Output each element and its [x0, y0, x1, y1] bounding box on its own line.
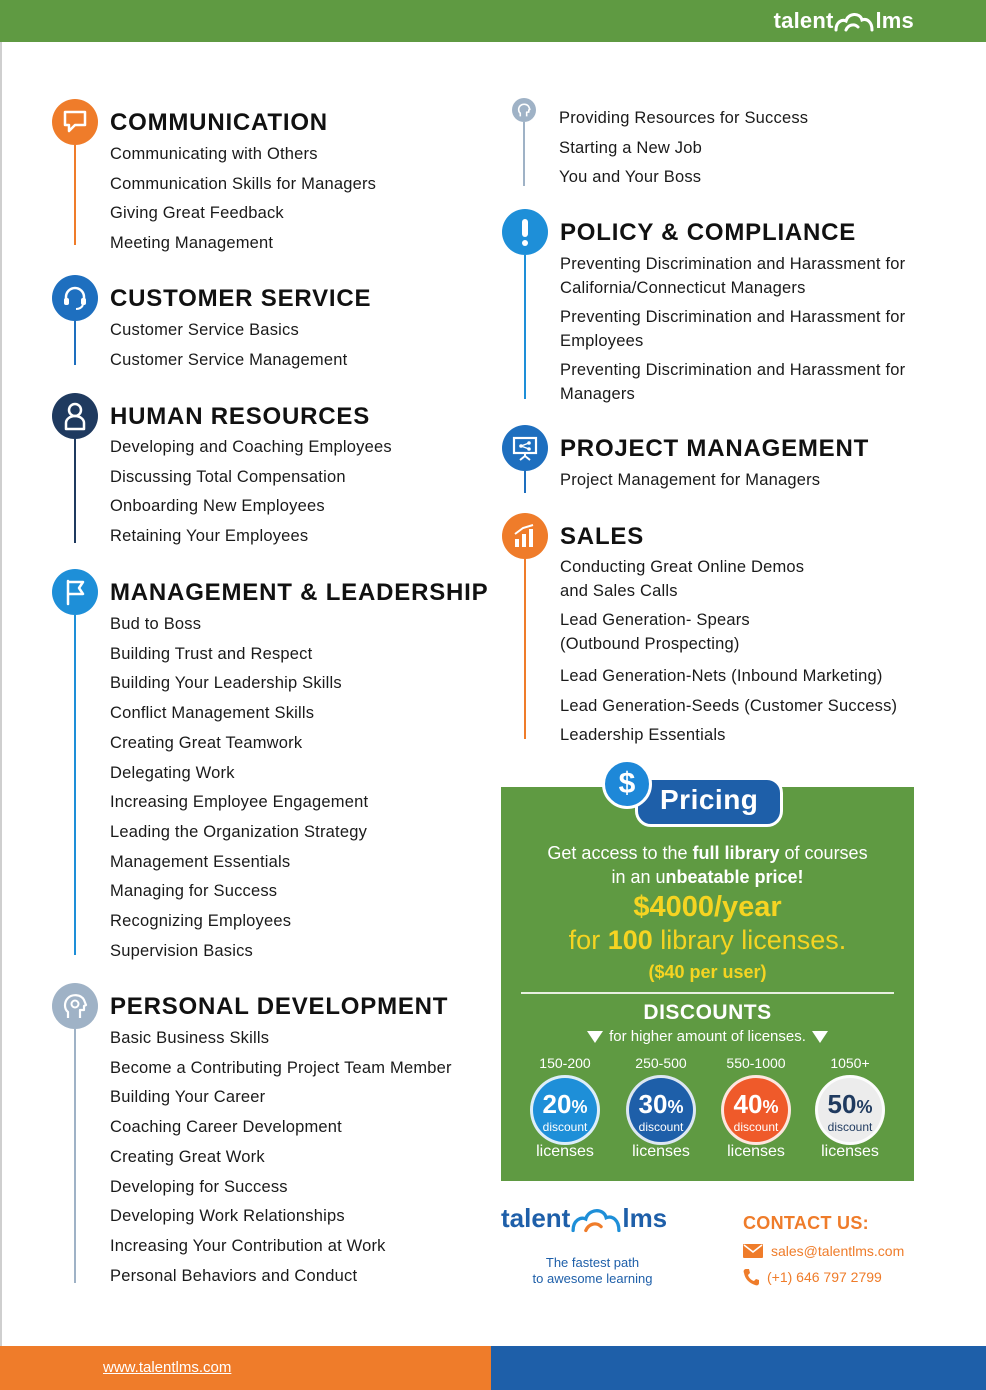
- course-item[interactable]: Giving Great Feedback: [110, 204, 284, 223]
- footer-bar-right: [491, 1346, 986, 1390]
- course-item[interactable]: Communication Skills for Managers: [110, 174, 377, 193]
- course-list: [560, 253, 915, 412]
- contact-phone[interactable]: [743, 1268, 882, 1286]
- course-item[interactable]: Managing for Success: [110, 882, 278, 901]
- phone-icon: [743, 1268, 759, 1286]
- badge-discount-label: discount: [542, 1120, 588, 1134]
- badge-percent-value: 50: [827, 1089, 857, 1119]
- triangle-down-icon: [812, 1031, 828, 1043]
- timeline-line: [74, 1029, 76, 1283]
- course-item[interactable]: Increasing Employee Engagement: [110, 793, 369, 812]
- tagline-line: The fastest path: [545, 1255, 640, 1270]
- presentation-icon: [502, 425, 548, 471]
- logo-text-talent: talent: [501, 1203, 571, 1233]
- course-item[interactable]: Retaining Your Employees: [110, 527, 309, 546]
- head-gear-icon: [52, 983, 98, 1029]
- badge-percent-value: 40: [733, 1089, 763, 1119]
- badge-percent-value: 20: [542, 1089, 572, 1119]
- badge-percent: [724, 1089, 788, 1120]
- dollar-icon: $: [602, 759, 652, 809]
- course-item[interactable]: Supervision Basics: [110, 941, 253, 960]
- cloud-icon: [834, 10, 874, 32]
- course-item[interactable]: Lead Generation-Nets (Inbound Marketing): [560, 667, 883, 685]
- course-item[interactable]: Become a Contributing Project Team Member: [110, 1058, 452, 1077]
- course-item[interactable]: Developing Work Relationships: [110, 1207, 345, 1226]
- pricing-description: [501, 841, 914, 889]
- section-title: PROJECT MANAGEMENT: [560, 435, 870, 462]
- badge-circle: [626, 1075, 696, 1145]
- course-item[interactable]: Creating Great Work: [110, 1147, 265, 1166]
- badge-percent: [533, 1089, 597, 1120]
- course-item[interactable]: Developing and Coaching Employees: [110, 438, 392, 456]
- course-item[interactable]: Increasing Your Contribution at Work: [110, 1236, 386, 1255]
- course-item[interactable]: Building Trust and Respect: [110, 644, 313, 663]
- head-gear-icon: [512, 98, 536, 122]
- triangle-down-icon: [587, 1031, 603, 1043]
- course-list: [560, 556, 898, 751]
- course-item[interactable]: Building Your Career: [110, 1088, 266, 1107]
- pricing-desc-text: in an u: [611, 867, 666, 887]
- bar-chart-icon: [502, 513, 548, 559]
- divider: [521, 992, 894, 994]
- badge-circle: [721, 1075, 791, 1145]
- course-item[interactable]: Building Your Leadership Skills: [110, 674, 342, 693]
- course-list: [110, 140, 376, 259]
- pricing-desc-bold: full library: [692, 843, 780, 863]
- logo-text-lms: lms: [622, 1203, 668, 1233]
- section-title: SALES: [560, 523, 645, 550]
- section-title: MANAGEMENT & LEADERSHIP: [110, 579, 489, 606]
- section-title: CUSTOMER SERVICE: [110, 285, 372, 312]
- pricing-desc-text: of courses: [779, 843, 868, 863]
- pricing-desc-text: Get access to the: [547, 843, 693, 863]
- flag-icon: [52, 569, 98, 615]
- course-item[interactable]: Basic Business Skills: [110, 1029, 270, 1047]
- price: $4000/year: [633, 891, 782, 923]
- section-title: HUMAN RESOURCES: [110, 403, 371, 430]
- percent-sign: %: [667, 1097, 684, 1117]
- timeline-line: [524, 559, 526, 739]
- discount-badge: [619, 1055, 703, 1167]
- section-title: COMMUNICATION: [110, 109, 328, 136]
- license-count: [501, 925, 914, 956]
- course-item[interactable]: Onboarding New Employees: [110, 497, 325, 516]
- course-item[interactable]: Providing Resources for Success: [559, 109, 809, 127]
- course-item[interactable]: Conflict Management Skills: [110, 704, 315, 723]
- percent-sign: %: [762, 1097, 779, 1117]
- person-icon: [52, 393, 98, 439]
- timeline-line: [524, 471, 526, 493]
- section-title: PERSONAL DEVELOPMENT: [110, 993, 449, 1020]
- timeline-line: [523, 122, 525, 186]
- section-title: POLICY & COMPLIANCE: [560, 219, 857, 246]
- badge-licenses-label: licenses: [727, 1143, 785, 1160]
- badge-licenses-label: licenses: [821, 1143, 879, 1160]
- discounts-subtitle-text: for higher amount of licenses.: [609, 1028, 806, 1045]
- course-item[interactable]: Preventing Discrimination and Harassment for Employees: [560, 308, 906, 350]
- course-item[interactable]: Coaching Career Development: [110, 1118, 342, 1137]
- course-item[interactable]: Project Management for Managers: [560, 471, 821, 489]
- course-item[interactable]: Developing for Success: [110, 1177, 288, 1196]
- percent-sign: %: [571, 1097, 588, 1117]
- license-text: library licenses.: [652, 925, 847, 955]
- phone-number[interactable]: (+1) 646 797 2799: [767, 1269, 882, 1285]
- course-item[interactable]: Lead Generation- Spears (Outbound Prospecting): [560, 611, 750, 653]
- course-item[interactable]: Conducting Great Online Demos and Sales Calls: [560, 558, 805, 600]
- license-number: 100: [607, 925, 653, 955]
- logo-text-talent: talent: [773, 8, 834, 33]
- badge-licenses-label: licenses: [536, 1143, 594, 1160]
- contact-title: CONTACT US:: [743, 1213, 869, 1233]
- course-list: [110, 316, 347, 375]
- badge-percent: [629, 1089, 693, 1120]
- badge-discount-label: discount: [733, 1120, 779, 1134]
- contact-email[interactable]: [743, 1243, 904, 1259]
- course-item[interactable]: Communicating with Others: [110, 145, 318, 163]
- course-item[interactable]: Customer Service Basics: [110, 321, 299, 339]
- course-item[interactable]: Preventing Discrimination and Harassment for California/Connecticut Managers: [560, 255, 906, 297]
- course-list: [559, 104, 808, 193]
- course-list: [110, 433, 392, 552]
- course-item[interactable]: Meeting Management: [110, 234, 274, 253]
- course-item[interactable]: Discussing Total Compensation: [110, 467, 346, 486]
- course-list: [110, 610, 368, 966]
- discount-badge: [808, 1055, 892, 1167]
- course-list: [110, 1024, 452, 1291]
- header-bar: [0, 0, 986, 42]
- course-item[interactable]: Delegating Work: [110, 763, 235, 782]
- course-item[interactable]: Bud to Boss: [110, 615, 202, 633]
- envelope-icon: [743, 1244, 763, 1258]
- course-list: [560, 466, 820, 496]
- discount-badge: [714, 1055, 798, 1167]
- discounts-subtitle: [501, 1028, 914, 1045]
- page-border: [0, 42, 2, 1346]
- per-user-price: ($40 per user): [648, 962, 767, 982]
- percent-sign: %: [856, 1097, 873, 1117]
- badge-percent: [818, 1089, 882, 1120]
- email-link[interactable]: sales@talentlms.com: [771, 1243, 905, 1259]
- speech-bubble-icon: [52, 99, 98, 145]
- badge-range: 250-500: [635, 1055, 687, 1071]
- course-item[interactable]: Management Essentials: [110, 852, 291, 871]
- exclamation-icon: [502, 209, 548, 255]
- headset-icon: [52, 275, 98, 321]
- timeline-line: [524, 255, 526, 399]
- course-item[interactable]: Creating Great Teamwork: [110, 733, 303, 752]
- course-item[interactable]: Preventing Discrimination and Harassment for Managers: [560, 361, 906, 403]
- pricing-desc-bold: nbeatable price!: [665, 867, 804, 887]
- badge-licenses-label: licenses: [632, 1143, 690, 1160]
- footer-logo[interactable]: [501, 1203, 667, 1234]
- timeline-line: [74, 439, 76, 543]
- timeline-line: [74, 145, 76, 245]
- badge-discount-label: discount: [827, 1120, 873, 1134]
- pricing-box: [501, 767, 914, 1181]
- discounts-title: DISCOUNTS: [643, 1001, 772, 1024]
- course-item[interactable]: Personal Behaviors and Conduct: [110, 1266, 358, 1285]
- timeline-line: [74, 615, 76, 955]
- course-item[interactable]: Starting a New Job: [559, 138, 703, 157]
- badge-circle: [815, 1075, 885, 1145]
- course-item[interactable]: You and Your Boss: [559, 168, 702, 187]
- logo-text-lms: lms: [875, 8, 914, 33]
- badge-range: 150-200: [539, 1055, 591, 1071]
- badge-percent-value: 30: [638, 1089, 668, 1119]
- course-item[interactable]: Customer Service Management: [110, 350, 348, 369]
- discount-badge: [523, 1055, 607, 1167]
- course-item[interactable]: Recognizing Employees: [110, 912, 292, 931]
- license-text: for: [568, 925, 608, 955]
- brand-logo[interactable]: [774, 8, 914, 34]
- badge-circle: [530, 1075, 600, 1145]
- course-item[interactable]: Lead Generation-Seeds (Customer Success): [560, 696, 898, 715]
- footer-bar-left: [0, 1346, 491, 1390]
- course-item[interactable]: Leading the Organization Strategy: [110, 822, 368, 841]
- course-item[interactable]: Leadership Essentials: [560, 726, 726, 745]
- badge-range: 1050+: [830, 1055, 870, 1071]
- cloud-icon: [570, 1205, 622, 1233]
- badge-discount-label: discount: [638, 1120, 684, 1134]
- tagline: [505, 1255, 680, 1287]
- pricing-tab-label: Pricing: [660, 784, 759, 815]
- badge-range: 550-1000: [726, 1055, 786, 1071]
- timeline-line: [74, 321, 76, 365]
- pricing-tab: [635, 777, 783, 827]
- website-link[interactable]: www.talentlms.com: [103, 1359, 232, 1376]
- tagline-line: to awesome learning: [532, 1271, 653, 1286]
